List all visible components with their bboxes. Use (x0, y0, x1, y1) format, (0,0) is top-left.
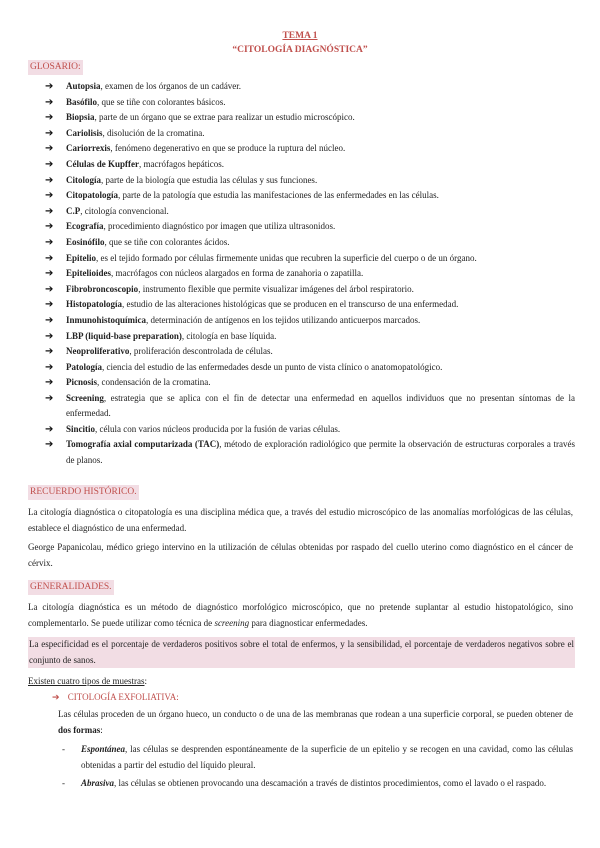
glossary-item (40, 437, 575, 468)
general-paragraph-1 (28, 600, 573, 631)
glossary-term: Histopatología (66, 299, 123, 310)
glossary-term: Citología (66, 174, 101, 185)
glossary-item (40, 188, 575, 204)
arrow-icon: ➔ (45, 268, 54, 280)
exfoliative-form-item (56, 776, 573, 792)
form-definition: , las células se desprenden espontáneamente de la superficie de un epitelio y se recogen en una cavidad, como las células obtenidas a partir del estudio del líquido pleural. (81, 744, 573, 770)
glossary-item (40, 375, 575, 391)
history-paragraph-1: La citología diagnóstica o citopatología es una disciplina médica que, a través del estudio microscópico de las anomalías morfológicas de las células, establece el diagnóstico de una enfermedad. (28, 507, 573, 533)
glossary-definition: , parte de la biología que estudia las células y sus funciones. (101, 174, 318, 185)
glossary-definition: , disolución de la cromatina. (102, 127, 205, 138)
glossary-item (40, 219, 575, 235)
sample-types-intro (28, 674, 573, 690)
glossary-term: Patología (66, 361, 102, 372)
glossary-definition: , citología convencional. (80, 205, 169, 216)
general-p1-text-a: La citología diagnóstica es un método de diagnóstico morfológico microscópico, que no pretende suplantar al estudio histopatológico, sino complementarlo. Se puede utilizar como técnica de (28, 602, 573, 628)
arrow-icon: ➔ (45, 158, 54, 170)
glossary-term: Screening (66, 392, 104, 403)
arrow-icon: ➔ (45, 392, 54, 404)
glossary-term: Biopsia (66, 112, 95, 123)
glossary-item (40, 204, 575, 220)
glossary-definition: , determinación de antígenos en los tejidos utilizando anticuerpos marcados. (146, 314, 421, 325)
glossary-heading: GLOSARIO: (28, 60, 83, 75)
glossary-item (40, 95, 575, 111)
general-p1-emphasis: screening (214, 617, 250, 628)
arrow-icon: ➔ (45, 127, 54, 139)
arrow-icon: ➔ (45, 112, 54, 124)
history-heading: RECUERDO HISTÓRICO. (28, 485, 139, 500)
glossary-item (40, 141, 575, 157)
glossary-item (40, 391, 575, 422)
arrow-icon: ➔ (45, 314, 54, 326)
glossary-definition: , macrófagos hepáticos. (139, 158, 224, 169)
exfoliative-desc-c: : (100, 724, 103, 735)
arrow-icon: ➔ (45, 205, 54, 217)
glossary-item (40, 297, 575, 313)
glossary-definition: , que se tiñe con colorantes ácidos. (104, 236, 230, 247)
glossary-definition: , ciencia del estudio de las enfermedades desde un punto de vista clínico o anatomopatológico. (102, 361, 443, 372)
sample-types-intro-colon: : (144, 676, 147, 686)
glossary-definition: , parte de la patología que estudia las manifestaciones de las enfermedades en las células. (118, 190, 439, 201)
general-p1-text-b: para diagnosticar enfermedades. (249, 617, 368, 628)
general-heading: GENERALIDADES. (28, 580, 114, 595)
dash-bullet: - (62, 744, 65, 754)
glossary-definition: , estrategia que se aplica con el fin de detectar una enfermedad en aquellos individuos que no presentan síntomas de la enfermedad. (66, 392, 575, 419)
glossary-definition: , procedimiento diagnóstico por imagen que utiliza ultrasonidos. (103, 221, 336, 232)
arrow-icon: ➔ (45, 377, 54, 389)
glossary-term: Tomografía axial computarizada (TAC) (66, 439, 220, 450)
glossary-item (40, 173, 575, 189)
glossary-definition: , que se tiñe con colorantes básicos. (97, 96, 226, 107)
exfoliative-title: CITOLOGÍA EXFOLIATIVA: (67, 692, 179, 702)
glossary-term: Cariolisis (66, 127, 103, 138)
glossary-term: Autopsia (66, 81, 101, 91)
glossary-definition: , estudio de las alteraciones histológicas que se producen en el transcurso de una enfermedad. (122, 299, 459, 310)
glossary-term: Epitelioides (66, 268, 112, 279)
form-term: Abrasiva (81, 778, 115, 788)
glossary-item (40, 79, 575, 95)
glossary-term: Sincitio (66, 423, 96, 434)
glossary-item (40, 266, 575, 282)
arrow-icon: ➔ (45, 81, 54, 92)
glossary-term: Eosinófilo (66, 236, 105, 247)
glossary-term: Basófilo (66, 96, 98, 107)
glossary-term: Citopatología (66, 190, 119, 201)
arrow-icon: ➔ (45, 96, 54, 108)
arrow-icon: ➔ (45, 252, 54, 264)
arrow-icon: ➔ (45, 174, 54, 186)
glossary-item (40, 251, 575, 267)
arrow-icon: ➔ (45, 439, 54, 451)
glossary-term: Células de Kupffer (66, 158, 139, 169)
glossary-term: Picnosis (66, 377, 98, 388)
arrow-icon: ➔ (45, 299, 54, 311)
glossary-definition: , parte de un órgano que se extrae para realizar un estudio microscópico. (94, 112, 355, 123)
glossary-term: Fibrobroncoscopio (66, 283, 139, 294)
exfoliative-desc-a: Las células proceden de un órgano hueco, un conducto o de una de las membranas que rodean a una superficie corporal, se pueden obtener de (58, 709, 573, 719)
glossary-term: Epitelio (66, 252, 97, 263)
glossary-definition: , proliferación descontrolada de células. (129, 346, 273, 357)
exfoliative-desc-bold: dos formas (58, 724, 101, 735)
glossary-item (40, 282, 575, 298)
glossary-definition: , condensación de la cromatina. (97, 377, 211, 388)
glossary-item (40, 313, 575, 329)
glossary-term: Neoproliferativo (66, 346, 130, 357)
form-definition: , las células se obtienen provocando una descamación a través de distintos procedimientos, como el lavado o el raspado. (114, 778, 547, 788)
arrow-icon: ➔ (45, 346, 54, 358)
exfoliative-form-item (56, 742, 573, 773)
specificity-paragraph: La especificidad es el porcentaje de verdaderos positivos sobre el total de enfermos, y la sensibilidad, el porcentaje de verdaderos negativos sobre el conjunto de sanos. (28, 637, 575, 668)
glossary-item (40, 235, 575, 251)
glossary-item (40, 360, 575, 376)
glossary-item (40, 157, 575, 173)
exfoliative-description (58, 707, 573, 738)
glossary-term: C.P (66, 205, 81, 216)
glossary-term: Cariorrexis (66, 143, 111, 154)
glossary-list (40, 79, 575, 468)
arrow-icon: ➔ (45, 423, 54, 435)
glossary-definition: , citología en base líquida. (181, 330, 277, 341)
glossary-definition: , macrófagos con núcleos alargados en forma de zanahoria o zapatilla. (111, 268, 364, 279)
glossary-term: Ecografía (66, 221, 104, 232)
arrow-icon: ➔ (45, 236, 54, 248)
glossary-definition: , es el tejido formado por células firmemente unidas que recubren la superficie del cuerpo o de un órgano. (96, 252, 477, 263)
arrow-icon: ➔ (45, 221, 54, 233)
glossary-term: Inmunohistoquímica (66, 314, 147, 325)
form-term: Espontánea (81, 744, 126, 754)
sample-types-intro-text: Existen cuatro tipos de muestras (28, 676, 145, 686)
glossary-definition: , fenómeno degenerativo en que se produce la ruptura del núcleo. (110, 143, 346, 154)
glossary-item (40, 110, 575, 126)
arrow-icon: ➔ (52, 693, 60, 703)
glossary-definition: , examen de los órganos de un cadáver. (100, 81, 242, 91)
glossary-item (40, 344, 575, 360)
exfoliative-forms-list (56, 742, 573, 795)
document-title: TEMA 1 (282, 31, 318, 41)
dash-bullet: - (62, 778, 65, 788)
exfoliative-heading (52, 690, 572, 707)
arrow-icon: ➔ (45, 361, 54, 373)
arrow-icon: ➔ (45, 190, 54, 202)
glossary-term: LBP (liquid-base preparation) (66, 330, 182, 341)
glossary-item (40, 126, 575, 142)
arrow-icon: ➔ (45, 143, 54, 155)
glossary-definition: , método de exploración radiológico que permite la observación de estructuras corporales a través de planos. (66, 439, 575, 465)
document-subtitle: “CITOLOGÍA DIAGNÓSTICA” (232, 45, 368, 55)
arrow-icon: ➔ (45, 283, 54, 295)
glossary-item (40, 329, 575, 345)
glossary-item (40, 422, 575, 438)
glossary-definition: , instrumento flexible que permite visualizar imágenes del árbol respiratorio. (138, 283, 414, 294)
glossary-definition: , célula con varios núcleos producida por la fusión de varias células. (95, 423, 341, 434)
arrow-icon: ➔ (45, 330, 54, 342)
history-paragraph-2: George Papanicolau, médico griego intervino en la utilización de células obtenidas por raspado del cuello uterino como diagnóstico en el cáncer de cérvix. (28, 542, 573, 568)
